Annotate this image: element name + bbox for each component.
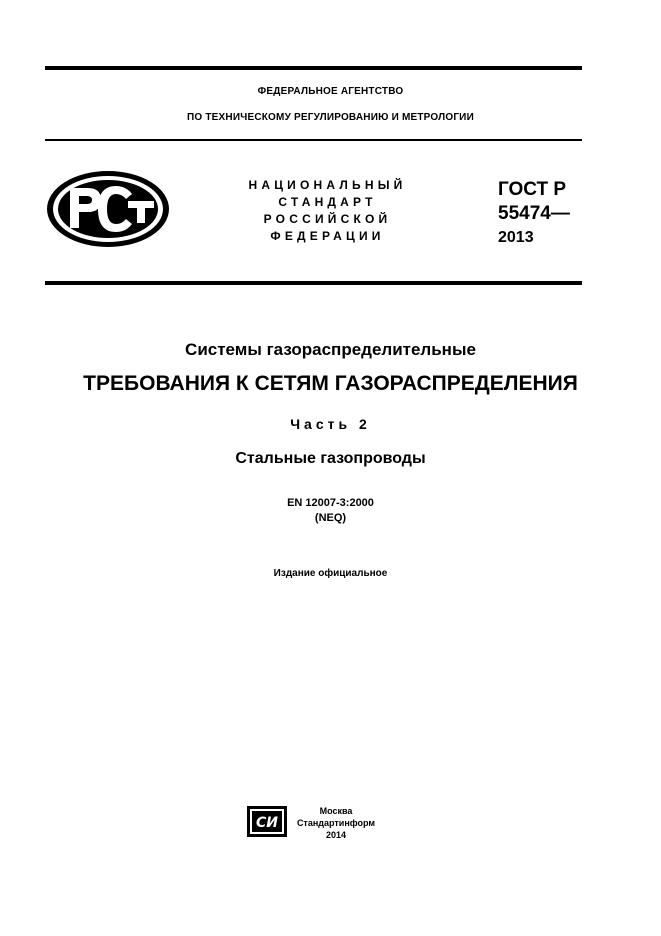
publisher-logo-text: СИ <box>256 815 278 831</box>
national-line-3: РОССИЙСКОЙ <box>263 212 392 226</box>
publisher-city: Москва <box>319 806 353 816</box>
gost-number: 55474— <box>498 203 570 224</box>
subtitle: Стальные газопроводы <box>235 450 426 467</box>
agency-line-2: ПО ТЕХНИЧЕСКОМУ РЕГУЛИРОВАНИЮ И МЕТРОЛОГИИ <box>187 112 474 123</box>
publisher-name: Стандартинформ <box>296 818 376 828</box>
publisher-block <box>295 805 377 841</box>
agency-line-1: ФЕДЕРАЛЬНОЕ АГЕНТСТВО <box>257 86 404 97</box>
gost-designation <box>498 178 570 250</box>
top-rule <box>45 66 582 70</box>
title-line-1: Системы газораспределительные <box>185 340 476 359</box>
national-line-4: ФЕДЕРАЦИИ <box>270 229 385 243</box>
national-line-2: СТАНДАРТ <box>278 195 377 209</box>
edition-label: Издание официальное <box>273 568 388 579</box>
publisher-year: 2014 <box>325 830 347 840</box>
rst-logo-icon <box>44 168 172 250</box>
main-title: ТРЕБОВАНИЯ К СЕТЯМ ГАЗОРАСПРЕДЕЛЕНИЯ <box>83 372 578 395</box>
standartinform-logo-icon <box>247 806 287 837</box>
part-label: Часть 2 <box>290 416 371 432</box>
reference-standard: EN 12007-3:2000 <box>287 497 374 509</box>
national-standard-block <box>240 177 415 245</box>
national-line-1: НАЦИОНАЛЬНЫЙ <box>248 178 407 192</box>
header-divider <box>45 139 582 141</box>
gost-year: 2013 <box>498 229 534 246</box>
reference-type: (NEQ) <box>314 512 347 524</box>
header-bottom-rule <box>45 281 582 285</box>
gost-label: ГОСТ Р <box>498 179 567 200</box>
